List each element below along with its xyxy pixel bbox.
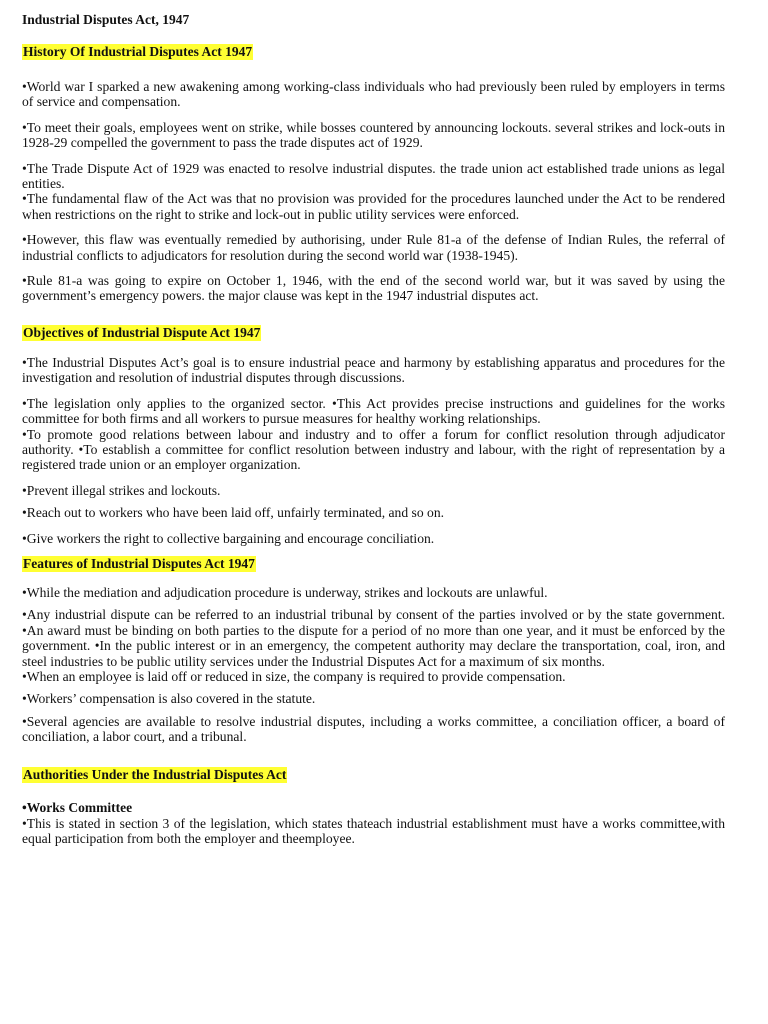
history-paragraph: •The Trade Dispute Act of 1929 was enacted to resolve industrial disputes. the trade union act established trade unions as legal entities.: [22, 160, 725, 192]
section-features: [22, 555, 725, 573]
section-objectives: [22, 324, 725, 342]
history-paragraph: •World war I sparked a new awakening among working-class individuals who had previously been ruled by employers in terms of service and compensation.: [22, 79, 725, 110]
section-heading-objectives: Objectives of Industrial Dispute Act 1947: [23, 324, 261, 340]
history-paragraph: •However, this flaw was eventually remedied by authorising, under Rule 81-a of the defense of Indian Rules, the referral of industrial conflicts to adjudicators for resolution during the second world war (1938-1945).: [22, 232, 725, 263]
section-authorities: [22, 766, 725, 784]
authorities-paragraph: •This is stated in section 3 of the legislation, which states thateach industrial establishment must have a works committee,with equal participation from both the employer and theemployee.: [22, 815, 725, 846]
features-paragraph: •Several agencies are available to resolve industrial disputes, including a works committee, a conciliation officer, a board of conciliation, a labor court, and a tribunal.: [22, 713, 725, 745]
features-paragraph: •When an employee is laid off or reduced in size, the company is required to provide compensation.: [22, 668, 566, 684]
features-paragraph: •While the mediation and adjudication procedure is underway, strikes and lockouts are unlawful.: [22, 584, 548, 600]
section-history: [22, 43, 725, 61]
works-committee-subheading: •Works Committee: [22, 799, 133, 815]
history-paragraph: •To meet their goals, employees went on strike, while bosses countered by announcing lockouts. several strikes and lock-outs in 1928-29 compelled the government to pass the trade disputes act of 1929.: [22, 119, 725, 151]
objectives-paragraph: •Reach out to workers who have been laid off, unfairly terminated, and so on.: [22, 505, 445, 521]
features-paragraph: •Workers’ compensation is also covered in the statute.: [22, 691, 316, 707]
document-title: Industrial Disputes Act, 1947: [22, 12, 190, 27]
features-paragraph: •Any industrial dispute can be referred to an industrial tribunal by consent of the parties involved or by the state government. •An award must be binding on both parties to the dispute for a period of no more than one year, and it must be enforced by the government. •In the public interest or in an emergency, the competent authority may declare the transportation, coal, iron, and steel industries to be public utility services under the Industrial Disputes Act for a maximum of six months.: [22, 607, 725, 669]
objectives-paragraph: •The Industrial Disputes Act’s goal is to ensure industrial peace and harmony by establishing apparatus and procedures for the investigation and resolution of industrial disputes through discussions.: [22, 354, 725, 386]
objectives-paragraph: •Prevent illegal strikes and lockouts.: [22, 482, 221, 498]
section-heading-history: History Of Industrial Disputes Act 1947: [23, 44, 253, 59]
history-paragraph: •Rule 81-a was going to expire on October 1, 1946, with the end of the second world war, but it was saved by using the government’s emergency powers. the major clause was kept in the 1947 industrial disputes act.: [22, 273, 725, 304]
document-page: [22, 12, 725, 846]
objectives-paragraph: •To promote good relations between labour and industry and to offer a forum for conflict resolution through adjudicator authority. •To establish a committee for conflict resolution between industry and labour, with the right of representation by a registered trade union or an employer organization.: [22, 426, 725, 473]
objectives-paragraph: •The legislation only applies to the organized sector. •This Act provides precise instructions and guidelines for the works committee for both firms and all workers to pursue measures for healthy working relationships.: [22, 395, 725, 427]
history-paragraph: •The fundamental flaw of the Act was that no provision was provided for the procedures launched under the Act to be rendered when restrictions on the right to strike and lock-out in public utility services were enforced.: [22, 191, 725, 222]
section-heading-features: Features of Industrial Disputes Act 1947: [23, 555, 255, 571]
section-heading-authorities: Authorities Under the Industrial Disputes Act: [23, 766, 287, 782]
objectives-paragraph: •Give workers the right to collective bargaining and encourage conciliation.: [22, 530, 435, 546]
